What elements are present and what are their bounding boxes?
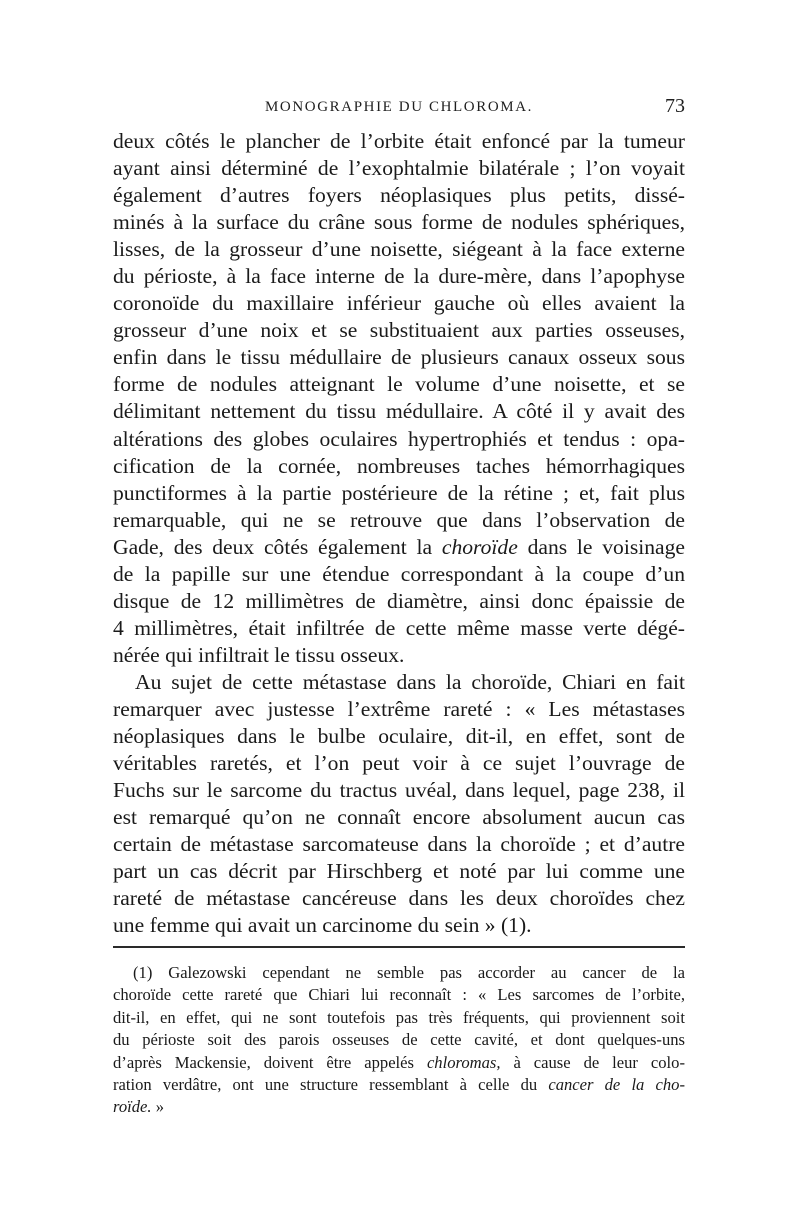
footnote-separator-rule (113, 946, 685, 948)
body-text (113, 128, 685, 939)
italic-term: choroïde (441, 534, 518, 559)
text-line: remarquable, qui ne se retrouve que dans l’observation de (113, 507, 685, 532)
text-line: 4 millimètres, était infiltrée de cette même masse verte dégé- (113, 615, 685, 640)
text-line: enfin dans le tissu médullaire de plusieurs canaux osseux sous (113, 345, 685, 370)
running-title: MONOGRAPHIE DU CHLOROMA. (265, 99, 533, 115)
text-line: véritables raretés, et l’on peut voir à ce sujet l’ouvrage de (113, 751, 685, 776)
text-line: minés à la surface du crâne sous forme de nodules sphériques, (113, 210, 685, 235)
text-line-with-italic (113, 534, 685, 561)
text-segment: dans le voisinage (527, 534, 685, 559)
text-line: également d’autres foyers néoplasiques plus petits, dissé- (113, 183, 685, 208)
text-segment: d’après Mackensie, doivent être appelés (113, 1052, 414, 1072)
text-line: disque de 12 millimètres de diamètre, ainsi donc épaissie de (113, 588, 685, 613)
text-line: grosseur d’une noix et se substituaient aux parties osseuses, (113, 318, 685, 343)
footnote-line-with-italic (113, 1074, 685, 1096)
text-line: remarquer avec justesse l’extrême rareté : « Les métastases (113, 696, 685, 721)
text-line: deux côtés le plancher de l’orbite était enfoncé par la tumeur (113, 129, 685, 153)
footnote (113, 962, 685, 1119)
text-line: de la papille sur une étendue correspondant à la coupe d’un (113, 561, 685, 586)
text-line: Fuchs sur le sarcome du tractus uvéal, dans lequel, page 238, il (113, 778, 685, 803)
text-line: lisses, de la grosseur d’une noisette, siégeant à la face externe (113, 237, 685, 262)
text-line: ayant ainsi déterminé de l’exophtalmie bilatérale ; l’on voyait (113, 156, 685, 181)
text-line: forme de nodules atteignant le volume d’une noisette, et se (113, 372, 685, 397)
closing-quote: » (155, 1097, 165, 1117)
text-line: rareté de métastase cancéreuse dans les deux choroïdes chez (113, 886, 685, 911)
text-line: du périoste, à la face interne de la dure-mère, dans l’apophyse (113, 264, 685, 289)
italic-term: chloromas, (426, 1052, 501, 1072)
footnote-line: choroïde cette rareté que Chiari lui reconnaît : « Les sarcomes de l’orbite, (113, 985, 685, 1005)
text-segment: à cause de leur colo- (513, 1052, 685, 1072)
footnote-line: dit-il, en effet, qui ne sont toutefois pas très fréquents, qui proviennent soit (113, 1007, 685, 1027)
text-line: altérations des globes oculaires hypertrophiés et tendus : opa- (113, 426, 685, 451)
footnote-line: du périoste soit des parois osseuses de cette cavité, et dont quelques-uns (113, 1030, 685, 1050)
text-segment: ration verdâtre, ont une structure ressemblant à celle du (113, 1074, 538, 1094)
text-line: est remarqué qu’on ne connaît encore absolument aucun cas (113, 805, 685, 830)
page-number: 73 (665, 95, 685, 117)
footnote-line-with-italic (113, 1052, 685, 1074)
text-line: coronoïde du maxillaire inférieur gauche où elles avaient la (113, 291, 685, 316)
text-line: délimitant nettement du tissu médullaire. A côté il y avait des (113, 399, 685, 424)
italic-term: cancer de la cho- (548, 1074, 685, 1094)
running-header (113, 95, 685, 119)
text-line: cification de la cornée, nombreuses taches hémorrhagiques (113, 453, 685, 478)
text-line: néoplasiques dans le bulbe oculaire, dit-il, en effet, sont de (113, 724, 685, 749)
footnote-end-line (113, 1096, 685, 1118)
text-line: certain de métastase sarcomateuse dans la choroïde ; et d’autre (113, 832, 685, 857)
text-line: punctiformes à la partie postérieure de la rétine ; et, fait plus (113, 480, 685, 505)
text-segment: Gade, des deux côtés également la (113, 534, 433, 559)
paragraph-first-line: Au sujet de cette métastase dans la choroïde, Chiari en fait (135, 669, 685, 694)
paragraph-end-line: nérée qui infiltrait le tissu osseux. (113, 642, 405, 667)
paragraph-end-line: une femme qui avait un carcinome du sein » (1). (113, 913, 532, 938)
text-line: part un cas décrit par Hirschberg et noté par lui comme une (113, 859, 685, 884)
italic-term: roïde. (113, 1097, 152, 1117)
footnote-line: (1) Galezowski cependant ne semble pas accorder au cancer de la (133, 963, 685, 982)
